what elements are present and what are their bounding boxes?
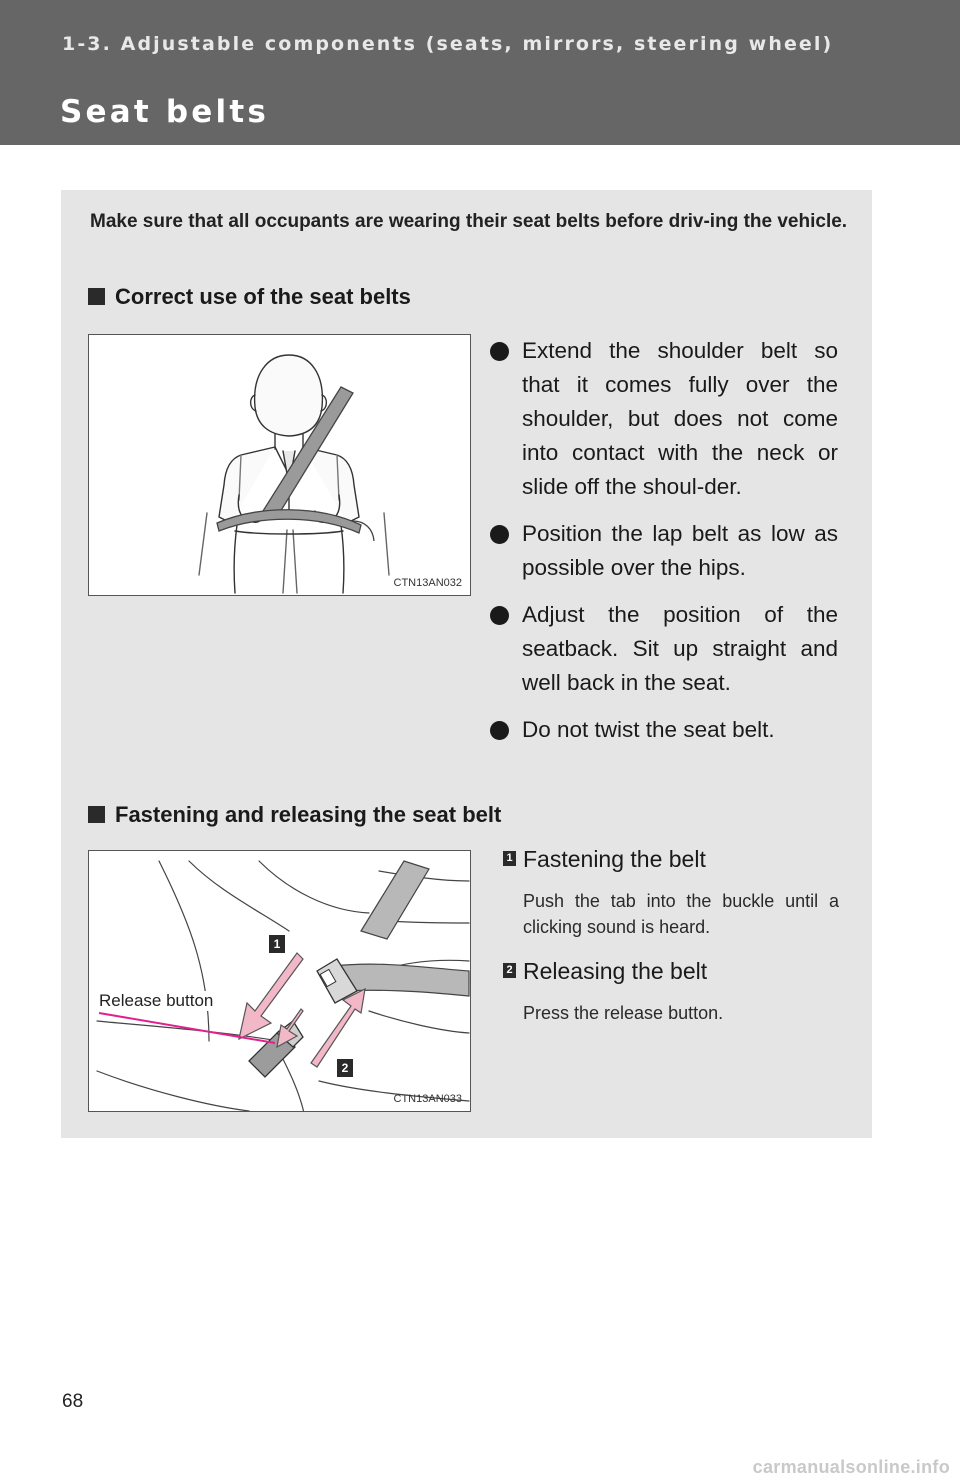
step-number-badge: 1 [503,851,516,866]
page-number: 68 [62,1391,84,1412]
figure-buckle [88,850,471,1112]
bullet-dot-icon [490,525,509,544]
figure-code-fastening: CTN13AN033 [393,1093,462,1105]
bullet-item: Do not twist the seat belt. [490,713,838,747]
page-header [0,0,960,145]
square-bullet-icon [88,288,105,305]
subheading-fastening-label: Fastening and releasing the seat belt [115,802,502,827]
release-button-callout: Release button [99,991,214,1010]
subheading-correct-use [88,284,411,310]
fastening-steps [503,842,839,1040]
step-number-badge: 2 [503,963,516,978]
bullet-dot-icon [490,342,509,361]
intro-text: Make sure that all occupants are wearing their seat belts before driv-ing the vehicle. [90,211,848,232]
bullet-item: Position the lap belt as low as possible over the hips. [490,517,838,585]
correct-use-bullet-list [490,334,838,760]
figure-marker-2: 2 [341,1061,349,1075]
subheading-correct-use-label: Correct use of the seat belts [115,284,411,309]
buckle-illustration [89,851,471,1112]
bullet-item: Adjust the position of the seatback. Sit up straight and well back in the seat. [490,598,838,700]
figure-marker-1: 1 [273,937,281,951]
bullet-dot-icon [490,606,509,625]
step-1-description: Push the tab into the buckle until a clicking sound is heard. [523,891,839,937]
seated-occupant-illustration [89,335,471,596]
step-2-description: Press the release button. [523,1003,724,1023]
bullet-item: Extend the shoulder belt so that it comes fully over the shoulder, but does not come into contact with the neck or slide off the shoul-der. [490,334,838,504]
figure-seated-occupant [88,334,471,596]
section-title: 1-3. Adjustable components (seats, mirrors, steering wheel) [62,33,834,55]
watermark: carmanualsonline.info [752,1457,950,1477]
square-bullet-icon [88,806,105,823]
step-1-title: 1 Fastening the belt [503,842,839,876]
page-title: Seat belts [60,94,269,130]
step-2-title: 2 Releasing the belt [503,954,839,988]
bullet-dot-icon [490,721,509,740]
subheading-fastening [88,802,501,828]
figure-code-correct-use: CTN13AN032 [393,577,462,589]
